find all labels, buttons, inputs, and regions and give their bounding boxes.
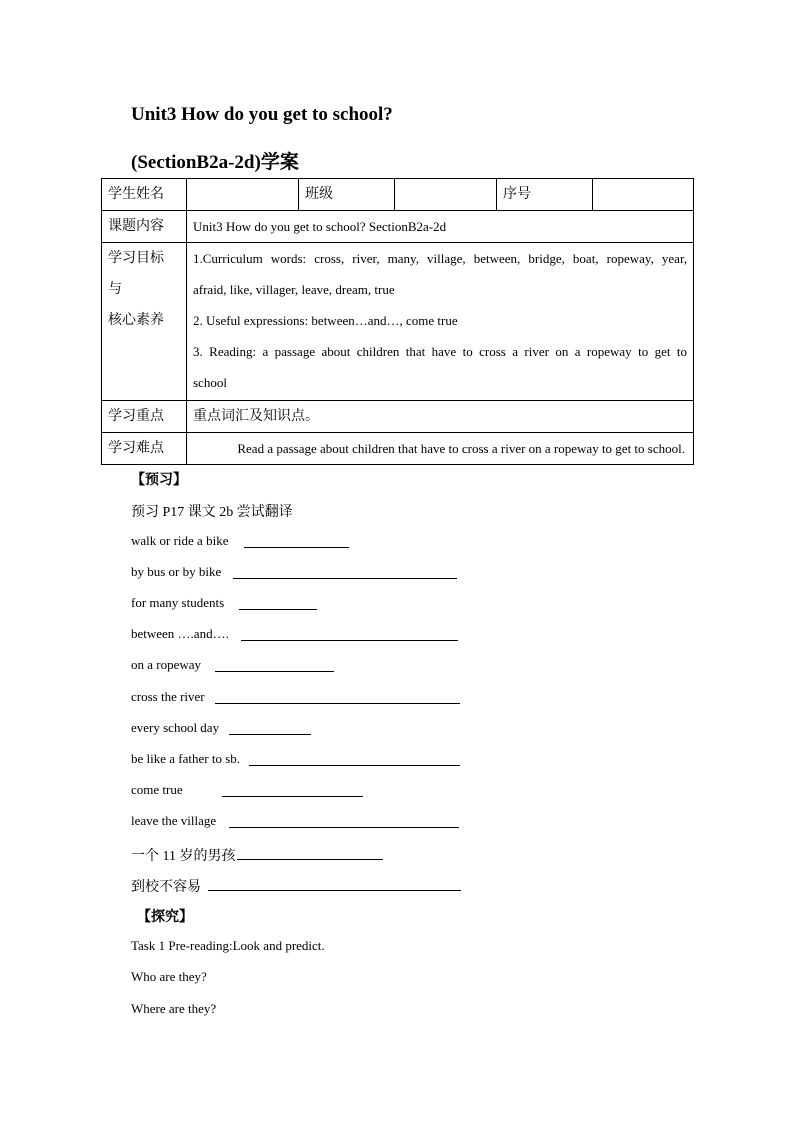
number-label: 序号	[497, 179, 593, 211]
phrase-5: on a ropeway	[131, 657, 202, 672]
class-label: 班级	[299, 179, 395, 211]
student-name-field[interactable]	[187, 179, 299, 211]
topic-value: Unit3 How do you get to school? SectionB2a-2d	[187, 211, 694, 243]
goals-label-line-1: 学习目标	[108, 251, 164, 266]
topic-label: 课题内容	[102, 211, 187, 243]
goals-value	[187, 243, 694, 401]
goal-1-line-a: 1.Curriculum words: cross, river, many, village, between, bridge, boat, ropeway, year,	[193, 251, 687, 266]
key-points-label: 学习重点	[102, 401, 187, 433]
goal-1-line-b: afraid, like, villager, leave, dream, true	[193, 282, 395, 297]
phrase-12: 到校不容易	[131, 880, 201, 895]
answer-blank-1[interactable]	[244, 547, 349, 548]
goals-label	[102, 243, 187, 401]
phrase-3: for many students	[131, 595, 225, 610]
key-points-value: 重点词汇及知识点。	[187, 401, 694, 433]
answer-blank-3[interactable]	[239, 609, 317, 610]
phrase-6: cross the river	[131, 689, 205, 704]
answer-blank-4[interactable]	[241, 640, 458, 641]
unit-title: Unit3 How do you get to school?	[131, 104, 393, 125]
explore-heading: 【探究】	[137, 910, 193, 925]
goal-3-line-b: school	[193, 375, 227, 390]
info-table	[101, 178, 694, 465]
answer-blank-7[interactable]	[229, 734, 311, 735]
phrase-7: every school day	[131, 720, 220, 735]
answer-blank-9[interactable]	[222, 796, 363, 797]
answer-blank-5[interactable]	[215, 671, 334, 672]
goals-label-line-3: 核心素养	[108, 313, 164, 328]
answer-blank-6[interactable]	[215, 703, 460, 704]
phrase-2: by bus or by bike	[131, 564, 222, 579]
answer-blank-2[interactable]	[233, 578, 457, 579]
goal-2: 2. Useful expressions: between…and…, come true	[193, 313, 458, 328]
phrase-10: leave the village	[131, 813, 217, 828]
goals-label-line-2: 与	[108, 282, 122, 297]
task-1: Task 1 Pre-reading:Look and predict.	[131, 938, 325, 953]
section-title: (SectionB2a-2d)学案	[131, 152, 299, 173]
answer-blank-12[interactable]	[208, 890, 461, 891]
answer-blank-11[interactable]	[237, 859, 383, 860]
phrase-11: 一个 11 岁的男孩	[131, 849, 236, 864]
preview-instruction: 预习 P17 课文 2b 尝试翻译	[131, 505, 293, 520]
answer-blank-10[interactable]	[229, 827, 459, 828]
question-where: Where are they?	[131, 1001, 217, 1016]
answer-blank-8[interactable]	[249, 765, 460, 766]
class-field[interactable]	[395, 179, 497, 211]
difficult-points-label: 学习难点	[102, 433, 187, 465]
phrase-1: walk or ride a bike	[131, 533, 229, 548]
difficult-points-value: Read a passage about children that have to cross a river on a ropeway to get to school.	[187, 433, 694, 465]
phrase-8: be like a father to sb.	[131, 751, 241, 766]
number-field[interactable]	[593, 179, 694, 211]
preview-heading: 【预习】	[131, 473, 187, 488]
goal-3-line-a: 3. Reading: a passage about children that have to cross a river on a ropeway to get to	[193, 344, 687, 359]
phrase-4: between ….and….	[131, 626, 229, 641]
student-name-label: 学生姓名	[102, 179, 187, 211]
question-who: Who are they?	[131, 969, 207, 984]
phrase-9: come true	[131, 782, 183, 797]
